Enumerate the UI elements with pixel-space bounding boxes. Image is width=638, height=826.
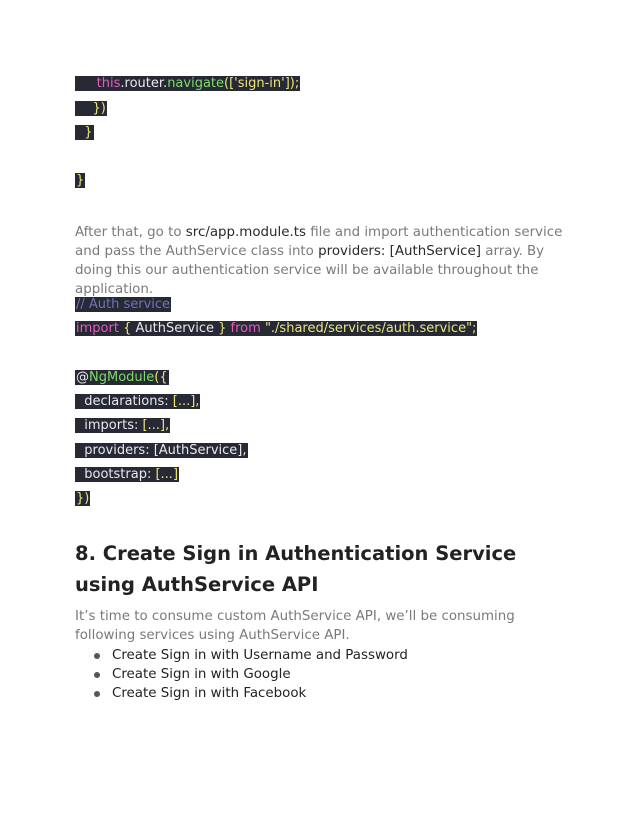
section-intro: It’s time to consume custom AuthService API, we’ll be consuming following services using AuthService API. (75, 609, 515, 643)
providers-code: providers: [AuthService] (318, 244, 481, 259)
code-keyword-import: import (76, 321, 119, 336)
list-item (92, 684, 408, 703)
code-text: } (76, 125, 93, 140)
bullet-icon (94, 653, 100, 659)
code-key: imports: (76, 418, 143, 433)
code-value: [...], (142, 418, 170, 433)
code-args: (['sign-in']); (224, 76, 300, 91)
code-line-bootstrap (75, 466, 179, 483)
code-brace: }) (76, 491, 90, 506)
code-line-close-method (75, 124, 94, 141)
paragraph-text: file and import authentication service and pass the AuthService class into (75, 225, 563, 259)
list-item-text: Create Sign in with Google (112, 667, 291, 682)
code-line-close-class (75, 172, 85, 189)
code-key: declarations: (76, 394, 173, 409)
code-line-navigate (75, 75, 300, 92)
code-brace: { (118, 321, 136, 336)
list-item (92, 665, 408, 684)
bullet-icon (94, 691, 100, 697)
section-heading: 8. Create Sign in Authentication Service using AuthService API (75, 542, 517, 596)
code-line-comment (75, 296, 171, 313)
code-providers: providers: [AuthService], (76, 443, 247, 458)
bullet-list (92, 646, 408, 703)
code-router: router (124, 76, 164, 91)
code-string: "./shared/services/auth.service"; (260, 321, 477, 336)
code-brace: ({ (154, 370, 168, 385)
code-line-imports (75, 417, 170, 434)
paragraph-app-module (75, 223, 575, 299)
code-decorator: NgModule (89, 370, 155, 385)
list-item-text: Create Sign in with Username and Password (112, 648, 408, 663)
code-brace: } (214, 321, 231, 336)
code-line-providers (75, 442, 248, 459)
code-keyword-from: from (230, 321, 261, 336)
code-function-navigate: navigate (167, 76, 225, 91)
file-path: src/app.module.ts (185, 225, 306, 240)
code-at: @ (76, 370, 89, 385)
code-text: }) (76, 101, 106, 116)
code-class-name: AuthService (135, 321, 214, 336)
code-dot: . (163, 76, 168, 91)
code-line-decorator (75, 369, 169, 386)
code-value: [...] (155, 467, 179, 482)
code-key: bootstrap: (76, 467, 156, 482)
code-value: [...], (172, 394, 200, 409)
code-line-import (75, 320, 477, 337)
bullet-icon (94, 672, 100, 678)
code-keyword-this: this (96, 76, 121, 91)
list-item (92, 646, 408, 665)
code-text: } (76, 173, 85, 188)
code-line-declarations (75, 393, 200, 410)
code-dot: . (120, 76, 125, 91)
code-comment: // Auth service (76, 297, 171, 312)
paragraph-text: After that, go to (75, 225, 186, 240)
paragraph-text: array. By doing this our authentication service will be available throughout the application. (75, 244, 545, 297)
code-line-close-callback (75, 100, 107, 117)
list-item-text: Create Sign in with Facebook (112, 686, 307, 701)
code-indent (76, 76, 97, 91)
code-line-closing (75, 490, 90, 507)
